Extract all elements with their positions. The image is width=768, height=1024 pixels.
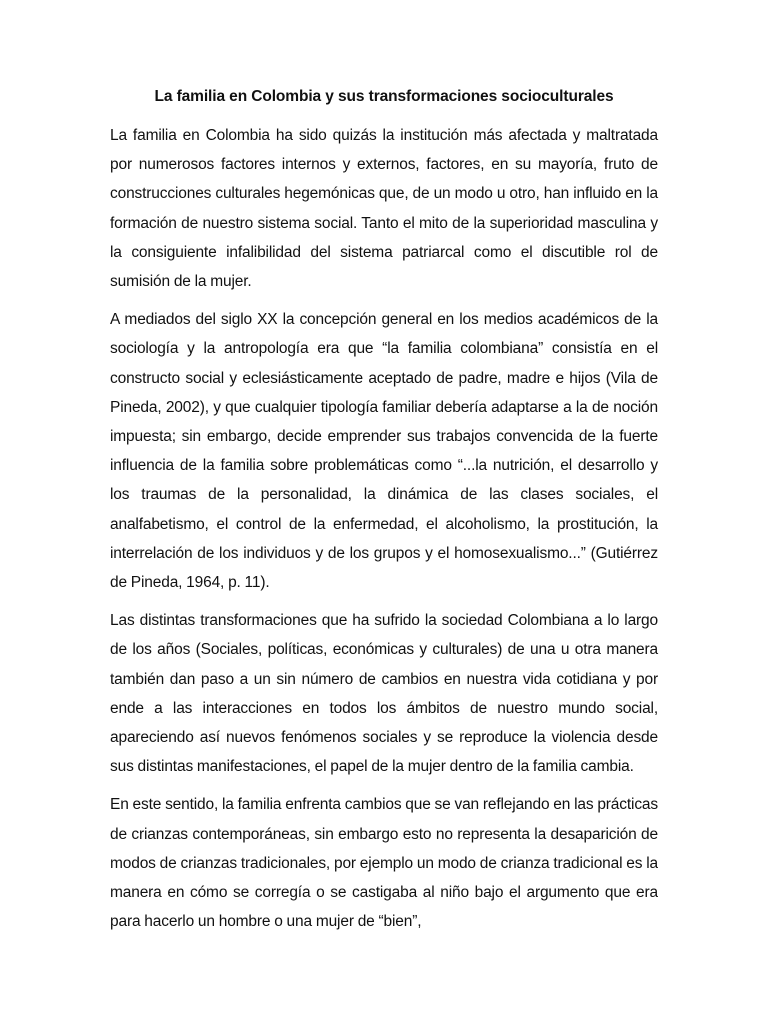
document-title: La familia en Colombia y sus transformaciones socioculturales (154, 88, 614, 105)
document-body (110, 121, 658, 945)
paragraph-4: En este sentido, la familia enfrenta cambios que se van reflejando en las prácticas de crianzas contemporáneas, sin embargo esto no representa la desaparición de modos de crianzas tradicionales, por ejemplo un modo de crianza tradicional es la manera en cómo se corregía o se castigaba al niño bajo el argumento que era para hacerlo un hombre o una mujer de “bien”, (110, 796, 658, 931)
paragraph-2: A mediados del siglo XX la concepción general en los medios académicos de la sociología y la antropología era que “la familia colombiana” consistía en el constructo social y eclesiásticamente aceptado de padre, madre e hijos (Vila de Pineda, 2002), y que cualquier tipología familiar debería adaptarse a la de noción impuesta; sin embargo, decide emprender sus trabajos convencida de la fuerte influencia de la familia sobre problemáticas como “...la nutrición, el desarrollo y los traumas de la personalidad, la dinámica de las clases sociales, el analfabetismo, el control de la enfermedad, el alcoholismo, la prostitución, la interrelación de los individuos y de los grupos y el homosexualismo...” (Gutiérrez de Pineda, 1964, p. 11). (110, 311, 658, 592)
paragraph-3: Las distintas transformaciones que ha sufrido la sociedad Colombiana a lo largo de los años (Sociales, políticas, económicas y culturales) de una u otra manera también dan paso a un sin número de cambios en nuestra vida cotidiana y por ende a las interacciones en todos los ámbitos de nuestro mundo social, apareciendo así nuevos fenómenos sociales y se reproduce la violencia desde sus distintas manifestaciones, el papel de la mujer dentro de la familia cambia. (110, 612, 658, 776)
paragraph-1: La familia en Colombia ha sido quizás la institución más afectada y maltratada por numerosos factores internos y externos, factores, en su mayoría, fruto de construcciones culturales hegemónicas que, de un modo u otro, han influido en la formación de nuestro sistema social. Tanto el mito de la superioridad masculina y la consiguiente infalibilidad del sistema patriarcal como el discutible rol de sumisión de la mujer. (110, 127, 658, 291)
